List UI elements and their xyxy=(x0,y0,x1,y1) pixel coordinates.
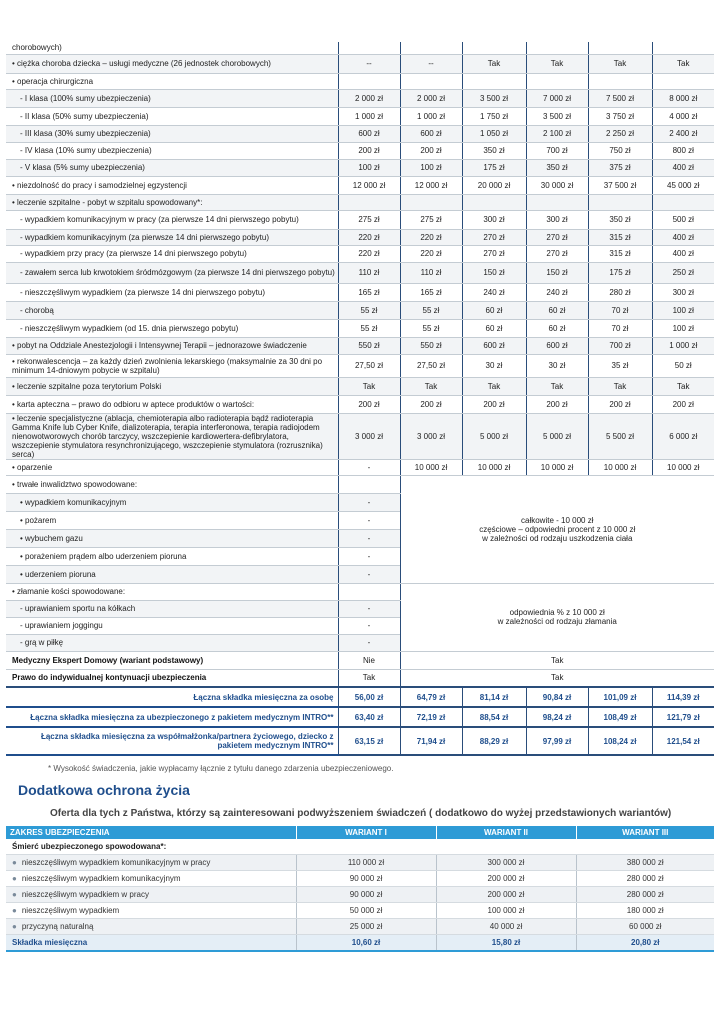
row-label: - uprawianiem joggingu xyxy=(6,617,338,634)
row-value: 60 zł xyxy=(462,301,526,319)
table-row xyxy=(6,176,714,194)
table-row xyxy=(6,855,714,871)
row-value: 1 050 zł xyxy=(462,125,526,142)
row-value: 200 zł xyxy=(400,395,462,413)
row-value: 200 zł xyxy=(400,142,462,159)
row-value: 110 zł xyxy=(338,262,400,283)
bullet-icon: ● xyxy=(12,890,17,899)
row-value: 100 zł xyxy=(400,159,462,176)
row-value: - xyxy=(338,511,400,529)
row-value xyxy=(526,73,588,89)
row-value: 35 zł xyxy=(588,354,652,377)
row-label: chorobowych) xyxy=(6,42,338,54)
row-value xyxy=(526,194,588,210)
sum-value: 101,09 zł xyxy=(588,687,652,707)
row-value: Tak xyxy=(526,377,588,395)
merged-value xyxy=(400,475,714,583)
sum-value: 88,54 zł xyxy=(462,707,526,727)
row-value: 275 zł xyxy=(400,210,462,229)
sum-value: 108,49 zł xyxy=(588,707,652,727)
row-value: 100 000 zł xyxy=(436,903,576,919)
row-value: 300 zł xyxy=(526,210,588,229)
row-value xyxy=(652,194,714,210)
life-protection-table xyxy=(6,826,714,952)
row-value: 270 zł xyxy=(462,229,526,245)
row-value: Tak xyxy=(338,669,400,687)
row-value: 55 zł xyxy=(400,319,462,337)
footer-value: 10,60 zł xyxy=(296,935,436,952)
table-row xyxy=(6,89,714,107)
row-label: - zawałem serca lub krwotokiem śródmózgowym (za pierwsze 14 dni pierwszego pobytu) xyxy=(6,262,338,283)
row-value: 280 000 zł xyxy=(576,871,714,887)
row-value: 4 000 zł xyxy=(652,107,714,125)
row-value: 1 750 zł xyxy=(462,107,526,125)
row-value: - xyxy=(338,617,400,634)
row-value: 55 zł xyxy=(400,301,462,319)
row-value: 37 500 zł xyxy=(588,176,652,194)
row-value: - xyxy=(338,547,400,565)
merged-line: w zależności od rodzaju uszkodzenia ciała xyxy=(482,533,633,543)
row-label xyxy=(6,919,296,935)
row-value: Tak xyxy=(652,377,714,395)
row-value: Tak xyxy=(462,54,526,73)
merged-value: Tak xyxy=(400,651,714,669)
row-value: 70 zł xyxy=(588,319,652,337)
row-value: 50 000 zł xyxy=(296,903,436,919)
row-label: - I klasa (100% sumy ubezpieczenia) xyxy=(6,89,338,107)
row-label: - II klasa (50% sumy ubezpieczenia) xyxy=(6,107,338,125)
row-label-text: nieszczęśliwym wypadkiem w pracy xyxy=(21,890,149,899)
row-value: 3 500 zł xyxy=(462,89,526,107)
row-value: 200 zł xyxy=(588,395,652,413)
row-value: 300 zł xyxy=(462,210,526,229)
column-header: WARIANT III xyxy=(576,826,714,839)
bullet-icon: ● xyxy=(12,858,17,867)
sum-value: 108,24 zł xyxy=(588,727,652,755)
sum-value: 97,99 zł xyxy=(526,727,588,755)
row-label xyxy=(6,887,296,903)
row-label: • uderzeniem pioruna xyxy=(6,565,338,583)
row-value: 3 750 zł xyxy=(588,107,652,125)
row-value: 55 zł xyxy=(338,301,400,319)
row-value: 220 zł xyxy=(400,245,462,262)
row-label xyxy=(6,871,296,887)
row-label: - uprawianiem sportu na kółkach xyxy=(6,600,338,617)
row-label: - chorobą xyxy=(6,301,338,319)
row-label: - V klasa (5% sumy ubezpieczenia) xyxy=(6,159,338,176)
sum-value: 98,24 zł xyxy=(526,707,588,727)
row-value: 100 zł xyxy=(338,159,400,176)
row-value: 200 000 zł xyxy=(436,887,576,903)
row-value xyxy=(462,194,526,210)
row-value: 1 000 zł xyxy=(652,337,714,354)
row-value: 400 zł xyxy=(652,159,714,176)
row-value: Tak xyxy=(338,377,400,395)
row-value: 25 000 zł xyxy=(296,919,436,935)
merged-line: odpowiednia % z 10 000 zł xyxy=(509,608,605,617)
row-label: • wypadkiem komunikacyjnym xyxy=(6,493,338,511)
sum-label: Łączna składka miesięczna za współmałżonka/partnera życiowego, dziecko z pakietem medycznym INTRO** xyxy=(6,727,338,755)
row-value: - xyxy=(338,529,400,547)
row-label: • leczenie szpitalne - pobyt w szpitalu spowodowany*: xyxy=(6,194,338,210)
row-value: 2 000 zł xyxy=(338,89,400,107)
row-value: 27,50 zł xyxy=(338,354,400,377)
row-value: 60 zł xyxy=(462,319,526,337)
sum-label: Łączna składka miesięczna za osobę xyxy=(6,687,338,707)
row-label: - III klasa (30% sumy ubezpieczenia) xyxy=(6,125,338,142)
row-value: 700 zł xyxy=(588,337,652,354)
row-value: 220 zł xyxy=(338,245,400,262)
merged-value: Tak xyxy=(400,669,714,687)
row-value: 350 zł xyxy=(526,159,588,176)
table-row xyxy=(6,669,714,687)
sum-row xyxy=(6,727,714,755)
footer-value: 20,80 zł xyxy=(576,935,714,952)
row-value: 10 000 zł xyxy=(400,459,462,475)
row-value: 7 500 zł xyxy=(588,89,652,107)
row-label: - nieszczęśliwym wypadkiem (od 15. dnia pierwszego pobytu) xyxy=(6,319,338,337)
section-title: Dodatkowa ochrona życia xyxy=(18,782,190,798)
merged-line: w zależności od rodzaju złamania xyxy=(497,617,617,626)
row-value: 7 000 zł xyxy=(526,89,588,107)
row-value: 380 000 zł xyxy=(576,855,714,871)
row-label-text: nieszczęśliwym wypadkiem komunikacyjnym xyxy=(21,874,181,883)
row-value: 3 500 zł xyxy=(526,107,588,125)
row-value xyxy=(338,42,400,54)
row-label: • leczenie szpitalne poza terytorium Polski xyxy=(6,377,338,395)
row-value xyxy=(526,42,588,54)
section-label: Śmierć ubezpieczonego spowodowana*: xyxy=(6,839,714,855)
row-label: - IV klasa (10% sumy ubezpieczenia) xyxy=(6,142,338,159)
row-value: Tak xyxy=(588,377,652,395)
row-label: • pożarem xyxy=(6,511,338,529)
row-value xyxy=(400,194,462,210)
row-value: 12 000 zł xyxy=(338,176,400,194)
row-value: 100 zł xyxy=(652,319,714,337)
row-label: Medyczny Ekspert Domowy (wariant podstawowy) xyxy=(6,651,338,669)
table-row xyxy=(6,871,714,887)
row-label: • leczenie specjalistyczne (ablacja, chemioterapia albo radioterapia bądź radioterapia Gamma Knife lub Cyber Knife, dializoterapia, terapia interferonowa, terapia radiojodem nienowotworowych chorób tarczycy, wszczepienie kardiowertera-defibrylatora, wszczepienie stymulatora resynchronizującego, wszczepienie stymulatora (rozrusznika) serca) xyxy=(6,413,338,459)
table-row xyxy=(6,107,714,125)
row-value: 275 zł xyxy=(338,210,400,229)
row-value: 280 zł xyxy=(588,283,652,301)
sum-row xyxy=(6,687,714,707)
row-value xyxy=(462,73,526,89)
row-value xyxy=(588,194,652,210)
row-value: 300 zł xyxy=(652,283,714,301)
table-row xyxy=(6,919,714,935)
row-value: 800 zł xyxy=(652,142,714,159)
table-row xyxy=(6,354,714,377)
row-value: 8 000 zł xyxy=(652,89,714,107)
row-label: - grą w piłkę xyxy=(6,634,338,651)
sum-value: 90,84 zł xyxy=(526,687,588,707)
row-label: • rekonwalescencja – za każdy dzień zwolnienia lekarskiego (maksymalnie za 30 dni po minimum 14-dniowym pobycie w szpitalu) xyxy=(6,354,338,377)
row-value: 5 000 zł xyxy=(526,413,588,459)
row-value xyxy=(652,42,714,54)
row-value: Tak xyxy=(462,377,526,395)
table-row xyxy=(6,194,714,210)
row-value xyxy=(400,42,462,54)
row-label: - nieszczęśliwym wypadkiem (za pierwsze 14 dni pierwszego pobytu) xyxy=(6,283,338,301)
column-header: WARIANT II xyxy=(436,826,576,839)
row-value: 27,50 zł xyxy=(400,354,462,377)
row-value xyxy=(588,73,652,89)
row-label: • wybuchem gazu xyxy=(6,529,338,547)
row-value: 40 000 zł xyxy=(436,919,576,935)
row-value: 3 000 zł xyxy=(400,413,462,459)
row-value: 2 250 zł xyxy=(588,125,652,142)
row-value xyxy=(338,475,400,493)
row-value: 550 zł xyxy=(338,337,400,354)
row-label-text: nieszczęśliwym wypadkiem xyxy=(21,906,120,915)
row-value: 30 zł xyxy=(462,354,526,377)
row-value: 280 000 zł xyxy=(576,887,714,903)
row-value: 60 000 zł xyxy=(576,919,714,935)
row-value: 2 400 zł xyxy=(652,125,714,142)
row-value: 20 000 zł xyxy=(462,176,526,194)
column-header: WARIANT I xyxy=(296,826,436,839)
row-value: -- xyxy=(400,54,462,73)
row-value: 6 000 zł xyxy=(652,413,714,459)
table-row xyxy=(6,210,714,229)
row-value: 30 zł xyxy=(526,354,588,377)
sum-value: 56,00 zł xyxy=(338,687,400,707)
row-value xyxy=(588,42,652,54)
sum-value: 63,40 zł xyxy=(338,707,400,727)
row-value: - xyxy=(338,634,400,651)
row-value: 55 zł xyxy=(338,319,400,337)
table-row xyxy=(6,651,714,669)
row-value: 180 000 zł xyxy=(576,903,714,919)
row-value: 400 zł xyxy=(652,229,714,245)
table-row xyxy=(6,301,714,319)
table-row xyxy=(6,42,714,54)
row-label: Prawo do indywidualnej kontynuacji ubezpieczenia xyxy=(6,669,338,687)
row-value: 600 zł xyxy=(400,125,462,142)
bullet-icon: ● xyxy=(12,922,17,931)
row-value: 240 zł xyxy=(526,283,588,301)
row-value: 165 zł xyxy=(400,283,462,301)
row-value xyxy=(400,73,462,89)
row-value: 70 zł xyxy=(588,301,652,319)
row-label-text: nieszczęśliwym wypadkiem komunikacyjnym w pracy xyxy=(21,858,211,867)
sum-value: 121,79 zł xyxy=(652,707,714,727)
row-value: 5 000 zł xyxy=(462,413,526,459)
row-value: 220 zł xyxy=(338,229,400,245)
row-value: 100 zł xyxy=(652,301,714,319)
row-value: 5 500 zł xyxy=(588,413,652,459)
row-value: 270 zł xyxy=(526,245,588,262)
bullet-icon: ● xyxy=(12,874,17,883)
sum-value: 88,29 zł xyxy=(462,727,526,755)
row-label: • ciężka choroba dziecka – usługi medyczne (26 jednostek chorobowych) xyxy=(6,54,338,73)
row-label: - wypadkiem komunikacyjnym w pracy (za pierwsze 14 dni pierwszego pobytu) xyxy=(6,210,338,229)
row-value: 600 zł xyxy=(526,337,588,354)
table-row xyxy=(6,229,714,245)
row-value: 500 zł xyxy=(652,210,714,229)
row-value: 200 zł xyxy=(338,142,400,159)
row-value: 165 zł xyxy=(338,283,400,301)
row-value: 60 zł xyxy=(526,319,588,337)
row-value: 150 zł xyxy=(526,262,588,283)
row-value: 2 000 zł xyxy=(400,89,462,107)
row-value: - xyxy=(338,459,400,475)
table-row xyxy=(6,839,714,855)
row-value xyxy=(652,73,714,89)
row-label xyxy=(6,903,296,919)
table-row xyxy=(6,73,714,89)
row-value: 315 zł xyxy=(588,245,652,262)
row-label: • trwałe inwalidztwo spowodowane: xyxy=(6,475,338,493)
offer-subtitle: Oferta dla tych z Państwa, którzy są zainteresowani podwyższeniem świadczeń ( dodatkowo do wyżej przedstawionych wariantów) xyxy=(50,808,672,819)
table-row xyxy=(6,54,714,73)
row-label: - wypadkiem komunikacyjnym (za pierwsze 14 dni pierwszego pobytu) xyxy=(6,229,338,245)
row-value xyxy=(338,583,400,600)
row-value: Nie xyxy=(338,651,400,669)
row-label: • złamanie kości spowodowane: xyxy=(6,583,338,600)
sum-value: 114,39 zł xyxy=(652,687,714,707)
merged-line: całkowite - 10 000 zł xyxy=(521,515,594,525)
table-row xyxy=(6,459,714,475)
row-value: - xyxy=(338,600,400,617)
table-row xyxy=(6,159,714,176)
table-row xyxy=(6,245,714,262)
sum-row xyxy=(6,707,714,727)
row-value: 400 zł xyxy=(652,245,714,262)
table-row xyxy=(6,283,714,301)
footer-value: 15,80 zł xyxy=(436,935,576,952)
row-value: 200 zł xyxy=(652,395,714,413)
row-value: -- xyxy=(338,54,400,73)
row-value: 350 zł xyxy=(462,142,526,159)
table-row xyxy=(6,337,714,354)
sum-label: Łączna składka miesięczna za ubezpieczonego z pakietem medycznym INTRO** xyxy=(6,707,338,727)
row-value xyxy=(338,194,400,210)
row-label: • oparzenie xyxy=(6,459,338,475)
row-value: 10 000 zł xyxy=(588,459,652,475)
row-value: 110 zł xyxy=(400,262,462,283)
row-value: 110 000 zł xyxy=(296,855,436,871)
table-row xyxy=(6,395,714,413)
row-value: 3 000 zł xyxy=(338,413,400,459)
table-row xyxy=(6,887,714,903)
row-value: 50 zł xyxy=(652,354,714,377)
row-value: 175 zł xyxy=(588,262,652,283)
row-value: - xyxy=(338,565,400,583)
row-value: 175 zł xyxy=(462,159,526,176)
row-value: 1 000 zł xyxy=(338,107,400,125)
row-value: 315 zł xyxy=(588,229,652,245)
row-value: 200 zł xyxy=(338,395,400,413)
table-row xyxy=(6,903,714,919)
table-row xyxy=(6,475,714,493)
sum-value: 63,15 zł xyxy=(338,727,400,755)
row-value: 2 100 zł xyxy=(526,125,588,142)
row-label: • operacja chirurgiczna xyxy=(6,73,338,89)
merged-line: częściowe – odpowiedni procent z 10 000 zł xyxy=(479,524,636,534)
footer-label: Składka miesięczna xyxy=(6,935,296,952)
row-value: 150 zł xyxy=(462,262,526,283)
row-value: 750 zł xyxy=(588,142,652,159)
row-value: 375 zł xyxy=(588,159,652,176)
row-value: 90 000 zł xyxy=(296,871,436,887)
table-row xyxy=(6,262,714,283)
row-value: - xyxy=(338,493,400,511)
sum-value: 71,94 zł xyxy=(400,727,462,755)
row-value: 200 zł xyxy=(526,395,588,413)
row-value: 270 zł xyxy=(526,229,588,245)
row-value: Tak xyxy=(400,377,462,395)
row-value: Tak xyxy=(588,54,652,73)
table-row xyxy=(6,413,714,459)
row-value: Tak xyxy=(652,54,714,73)
row-value: 90 000 zł xyxy=(296,887,436,903)
row-value: 200 000 zł xyxy=(436,871,576,887)
row-label: - wypadkiem przy pracy (za pierwsze 14 dni pierwszego pobytu) xyxy=(6,245,338,262)
row-value: 10 000 zł xyxy=(526,459,588,475)
row-value: 200 zł xyxy=(462,395,526,413)
row-label-text: przyczyną naturalną xyxy=(21,922,94,931)
row-value: 550 zł xyxy=(400,337,462,354)
row-label: • porażeniem prądem albo uderzeniem pioruna xyxy=(6,547,338,565)
row-value: Tak xyxy=(526,54,588,73)
row-value: 12 000 zł xyxy=(400,176,462,194)
row-value: 600 zł xyxy=(462,337,526,354)
sum-value: 81,14 zł xyxy=(462,687,526,707)
footer-row xyxy=(6,935,714,952)
benefits-table xyxy=(6,42,714,756)
row-value: 220 zł xyxy=(400,229,462,245)
merged-value xyxy=(400,583,714,651)
row-value: 30 000 zł xyxy=(526,176,588,194)
row-value xyxy=(338,73,400,89)
bullet-icon: ● xyxy=(12,906,17,915)
table-row xyxy=(6,583,714,600)
column-header: ZAKRES UBEZPIECZENIA xyxy=(6,826,296,839)
row-label: • niezdolność do pracy i samodzielnej egzystencji xyxy=(6,176,338,194)
row-value: 10 000 zł xyxy=(652,459,714,475)
sum-value: 72,19 zł xyxy=(400,707,462,727)
row-label: • karta apteczna – prawo do odbioru w aptece produktów o wartości: xyxy=(6,395,338,413)
table-row xyxy=(6,142,714,159)
footnote: * Wysokość świadczenia, jakie wypłacamy łącznie z tytułu danego zdarzenia ubezpieczeniowego. xyxy=(48,764,394,773)
sum-value: 121,54 zł xyxy=(652,727,714,755)
row-value xyxy=(462,42,526,54)
row-value: 10 000 zł xyxy=(462,459,526,475)
row-label: • pobyt na Oddziale Anestezjologii i Intensywnej Terapii – jednorazowe świadczenie xyxy=(6,337,338,354)
row-value: 45 000 zł xyxy=(652,176,714,194)
row-value: 300 000 zł xyxy=(436,855,576,871)
table-row xyxy=(6,125,714,142)
row-value: 250 zł xyxy=(652,262,714,283)
row-value: 270 zł xyxy=(462,245,526,262)
table-row xyxy=(6,377,714,395)
row-value: 60 zł xyxy=(526,301,588,319)
row-value: 240 zł xyxy=(462,283,526,301)
sum-value: 64,79 zł xyxy=(400,687,462,707)
row-value: 1 000 zł xyxy=(400,107,462,125)
table-row xyxy=(6,319,714,337)
row-value: 700 zł xyxy=(526,142,588,159)
row-label xyxy=(6,855,296,871)
row-value: 600 zł xyxy=(338,125,400,142)
row-value: 350 zł xyxy=(588,210,652,229)
